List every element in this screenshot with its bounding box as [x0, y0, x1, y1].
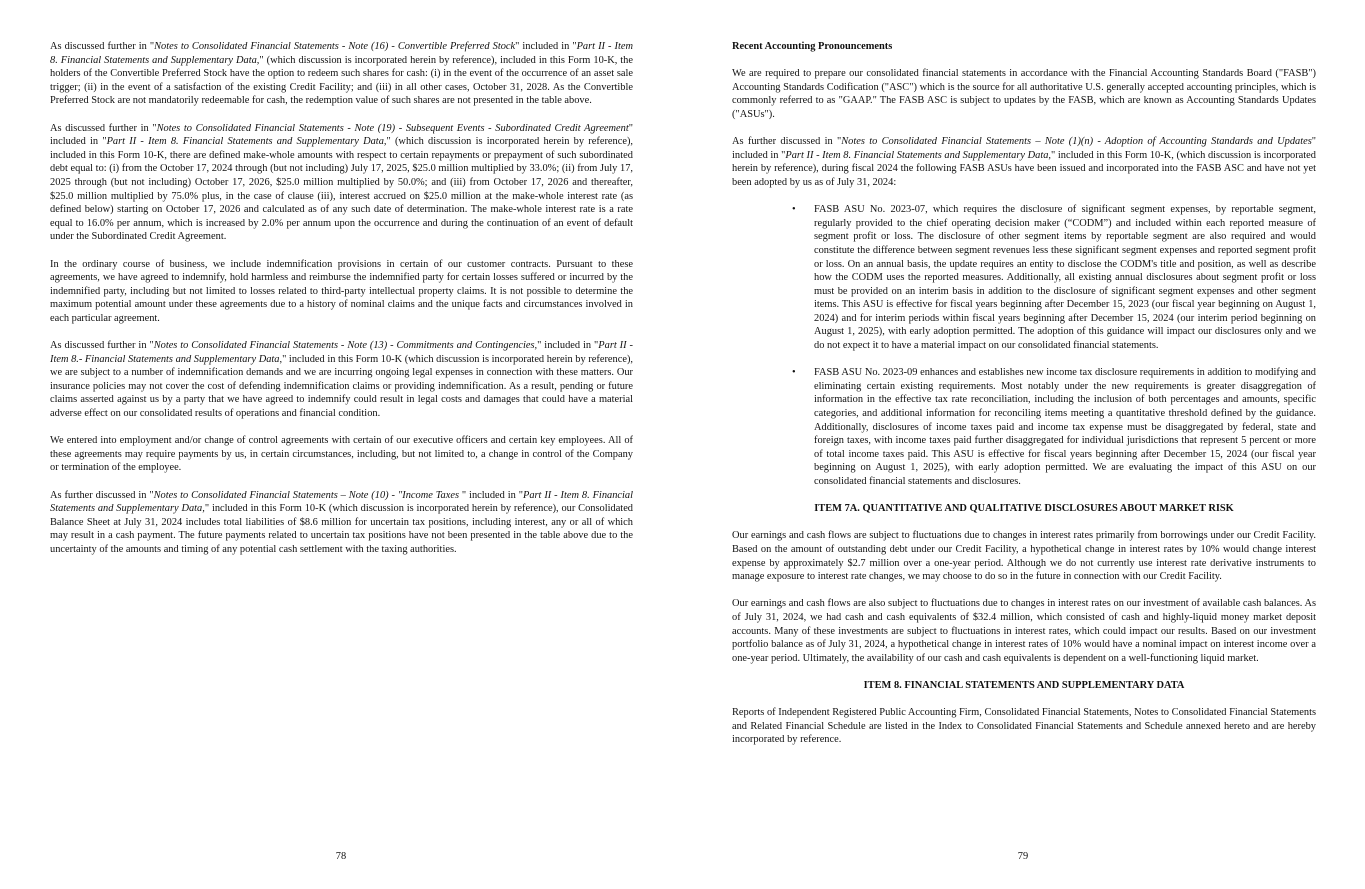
text-run: " included in "	[459, 489, 523, 501]
text-run: " included in this Form 10-K (which discussion is incorporated herein by reference), our Consolidated Balance Sheet at July 31, 2024 includes total liabilities of $8.6 million for uncertain tax positions, including interest, any or all of which may result in a cash payment. The future payments related to uncertain tax positions have not been presented in the table above due to the uncertainty of the amounts and timing of any potential cash settlement with the taxing authorities.	[50, 503, 634, 555]
section-heading-recent-accounting-pronouncements: Recent Accounting Pronouncements	[732, 41, 893, 52]
left-page-body	[50, 40, 633, 570]
italic-reference: Notes to Consolidated Financial Statements - Note (19) - Subsequent Events - Subordinated Credit Agreement	[156, 122, 629, 134]
italic-reference: Part II - Item 8. Financial Statements and Supplementary Data,	[106, 136, 387, 148]
page-78	[0, 0, 682, 889]
italic-reference: Part II - Item 8. Financial Statements and Supplementary Data,	[50, 489, 633, 515]
italic-reference: Notes to Consolidated Financial Statements - Note (13) - Commitments and Contingencies,	[153, 340, 538, 352]
asu-bullet-2023-09	[732, 366, 1316, 488]
italic-reference: Notes to Consolidated Financial Statements - Note (16) - Convertible Preferred Stock	[154, 41, 516, 52]
item-7a-heading: ITEM 7A. QUANTITATIVE AND QUALITATIVE DISCLOSURES ABOUT MARKET RISK	[814, 503, 1234, 515]
text-run: As discussed further in "	[50, 41, 155, 52]
italic-reference: Part II - Item 8. Financial Statements and Supplementary Data,	[785, 149, 1052, 161]
paragraph-employment-agreements	[50, 434, 633, 475]
italic-reference: Part II - Item 8.- Financial Statements and Supplementary Data	[50, 340, 633, 365]
text-run: As further discussed in "	[50, 489, 154, 501]
text-run: " (which discussion is incorporated herein by reference), included in this Form 10-K, there are defined make-whole amounts with respect to certain repayments or prepayment of such subordinated debt equal to: (i) from the October 17, 2024 through (but not including) July 17, 2025, $25.0 million multiplied by 33.0%; (ii) from July 17, 2025 through (but not including) October 17, 2026, $25.0 million multiplied by 50.0%; and (iii) from October 17, 2026 and thereafter, $25.0 million multiplied by 75.0% plus, in the case of clause (iii), interest accrued on $25.0 million at the make-whole interest rate (as defined below) starting on October 17, 2026 and calculated as of any such date of determination. The make-whole interest rate is a rate equal to 16.0% per annum, which is increased by 2.0% per annum upon the occurrence and during the continuation of an event of default under the Subordinated Credit Agreement.	[50, 136, 633, 243]
paragraph-financial-statements-index: Reports of Independent Registered Public Accounting Firm, Consolidated Financial Statements, Notes to Consolidated Financial Statements and Related Financial Schedule are listed in the Index to Consolidated Financial Statements and Schedule annexed hereto and are hereby incorporated by reference.	[732, 707, 1316, 746]
page-number: 79	[1017, 851, 1029, 862]
text-run: As discussed further in "	[50, 340, 154, 352]
paragraph-fasb-intro: We are required to prepare our consolidated financial statements in accordance with the Financial Accounting Standards Board ("FASB") Accounting Standards Codification ("ASC") which is the source for all authoritative U.S. generally accepted accounting principles, which is commonly referred to as "GAAP." The FASB ASC is subject to updates by the FASB, which are known as Accounting Standards Updates ("ASUs").	[732, 68, 1316, 120]
text-run: " included in this Form 10-K, (which discussion is incorporated herein by reference), during fiscal 2024 the following FASB ASUs have been issued and incorporated into the FASB ASC and have not yet been adopted by us as of July 31, 2024:	[732, 149, 1316, 188]
bullet-text: FASB ASU No. 2023-09 enhances and establishes new income tax disclosure requirements in addition to modifying and eliminating certain existing requirements. Most notably under the new requirements is greater disaggregation of information in the effective tax rate reconciliation, including the inclusion of both percentages and amounts, specific categories, and additional information for reconciling items meeting a quantitative threshold defined by the guidance. Additionally, disclosures of income taxes paid and income tax expense must be disaggregated by federal, state and foreign taxes, with income taxes paid further disaggregated for individual jurisdictions that represent 5 percent or more of total income taxes paid. This ASU is effective for fiscal years beginning after December 15, 2024 (our fiscal year beginning on August 1, 2025), with early adoption permitted. We are evaluating the impact of this ASU on our consolidated financial statements and disclosures.	[814, 367, 1316, 487]
paragraph-interest-rate-borrowings: Our earnings and cash flows are subject to fluctuations due to changes in interest rates primarily from borrowings under our Credit Facility. Based on the amount of outstanding debt under our Credit Facility, a hypothetical change in interest rates by 10% would change interest expense by approximately $2.7 million over a one-year period. Although we do not currently use interest rate derivative instruments to manage exposure to interest rate changes, we may choose to do so in the future in connection with our Credit Facility.	[732, 530, 1316, 583]
italic-reference: Notes to Consolidated Financial Statements – Note (1)(n) - Adoption of Accounting Standards and Updates	[841, 136, 1312, 148]
text-run: As discussed further in "	[50, 122, 157, 134]
text-run: " (which discussion is incorporated herein by reference), included in this Form 10-K, the holders of the Convertible Preferred Stock have the option to redeem such shares for cash: (i) in the event of the occurrence of an asset sale trigger; (ii) in the event of a satisfaction of the existing Credit Facility; and (iii) in all other cases, October 31, 2028. As the Convertible Preferred Stock are not mandatorily redeemable for cash, the redemption value of such shares are not presented in the table above.	[50, 54, 633, 107]
text-run: As further discussed in "	[732, 136, 842, 148]
text-run: In the ordinary course of business, we include indemnification provisions in certain of our customer contracts. Pursuant to these agreements, we have agreed to indemnify, hold harmless and reimburse the indemnified party for certain losses suffered or incurred by the indemnified party, including but not limited to losses related to third-party intellectual property claims. It is not possible to determine the maximum potential amount under these agreements due to a history of nominal claims and the unique facts and circumstances involved in each particular agreement.	[50, 258, 633, 324]
item-8-heading: ITEM 8. FINANCIAL STATEMENTS AND SUPPLEMENTARY DATA	[863, 679, 1185, 691]
right-page-body	[732, 40, 1316, 760]
text-run: We entered into employment and/or change of control agreements with certain of our executive officers and certain key employees. All of these agreements may require payments by us, in certain circumstances, including, but not limited to, a change in control of the Company or termination of the employee.	[50, 435, 633, 474]
page-number: 78	[335, 851, 347, 862]
paragraph-convertible-preferred-stock	[50, 40, 633, 108]
text-run: " included in "	[50, 122, 633, 148]
text-run: " included in "	[732, 136, 1317, 161]
bullet-icon: •	[792, 204, 796, 216]
italic-reference: Part II - Item 8. Financial Statements and Supplementary Data,	[50, 41, 633, 66]
paragraph-asu-adoption	[732, 135, 1316, 189]
bullet-text: FASB ASU No. 2023-07, which requires the disclosure of significant segment expenses, by reportable segment, regularly provided to the chief operating decision maker (“CODM”) and included within each reported measure of segment profit or loss. The disclosure of other segment items by reportable segment are also required and would constitute the difference between segment revenues less these significant segment expenses and reported segment profit or loss. On an annual basis, the update requires an entity to disclose the CODM's title and position, as well as describe how the CODM uses the reported measures. Additionally, all existing annual disclosures about segment profit or loss must be provided on an interim basis in addition to the disclosure of significant segment expenses and other segment items. This ASU is effective for fiscal years beginning after December 15, 2023 (our fiscal year beginning on August 1, 2024) and for interim periods within fiscal years beginning after December 15, 2024 (our interim period beginning on August 1, 2025), with early adoption permitted. The adoption of this guidance will impact our disclosures only and we do not expect it to have a material impact on our consolidated financial statements.	[814, 204, 1316, 352]
asu-bullet-2023-07	[732, 203, 1316, 353]
page-79	[682, 0, 1365, 889]
bullet-icon: •	[792, 367, 796, 379]
paragraph-subordinated-credit-agreement	[50, 122, 633, 244]
text-run: ," included in this Form 10-K (which discussion is incorporated herein by reference), we are subject to a number of indemnification demands and we are incurring ongoing legal expenses in connection with these matters. Our insurance policies may not cover the cost of defending indemnification claims or providing indemnification. As a result, pending or future claims asserted against us by a party that we have agreed to indemnify could result in legal costs and damages that could have a material adverse effect on our consolidated results of operations and financial condition.	[50, 353, 633, 420]
text-run: " included in "	[537, 340, 599, 352]
paragraph-indemnification-provisions	[50, 258, 633, 326]
italic-reference: Notes to Consolidated Financial Statements – Note (10) - "Income Taxes	[153, 489, 460, 501]
paragraph-commitments-contingencies	[50, 339, 633, 421]
paragraph-income-taxes	[50, 489, 633, 557]
text-run: " included in "	[515, 41, 577, 52]
asu-bullet-list	[732, 203, 1316, 488]
paragraph-interest-rate-investments: Our earnings and cash flows are also subject to fluctuations due to changes in interest rates on our investment of available cash balances. As of July 31, 2024, we had cash and cash equivalents of $32.4 million, which consisted of cash and highly-liquid money market deposit accounts. Many of these investments are subject to fluctuations in interest rates, which could impact our results. Based on our investment portfolio balance as of July 31, 2024, a hypothetical change in interest rates of 10% would have a nominal impact on interest income over a one-year period. Ultimately, the availability of our cash and cash equivalents is dependent on a well-functioning liquid market.	[732, 598, 1316, 664]
